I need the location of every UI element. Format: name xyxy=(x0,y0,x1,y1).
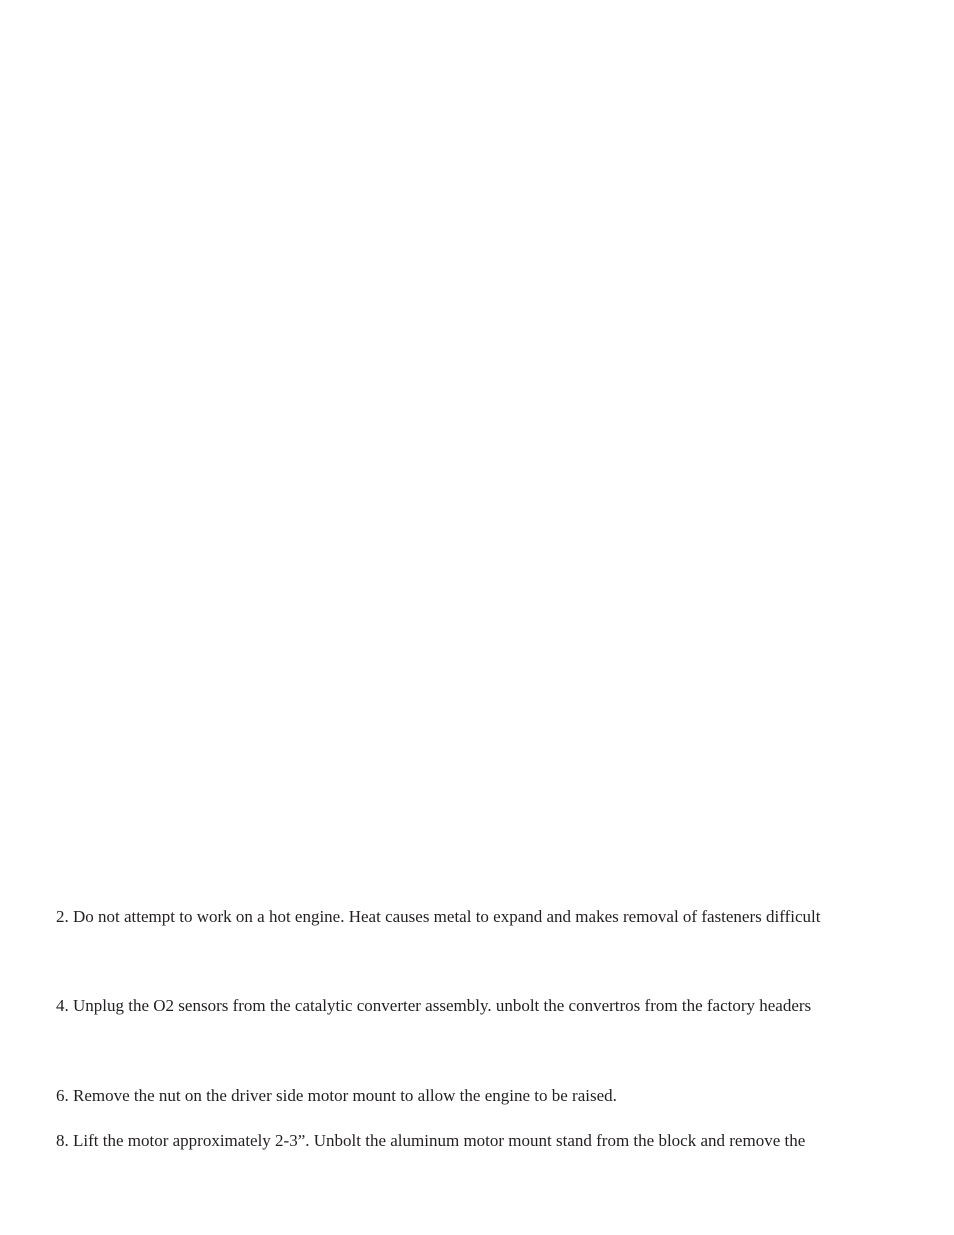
instruction-step-4: 4. Unplug the O2 sensors from the catalytic converter assembly. unbolt the convertros from the factory headers xyxy=(56,996,812,1015)
instruction-step-8: 8. Lift the motor approximately 2-3”. Unbolt the aluminum motor mount stand from the block and remove the xyxy=(56,1131,806,1150)
instruction-step-6: 6. Remove the nut on the driver side motor mount to allow the engine to be raised. xyxy=(56,1086,617,1105)
instruction-step-2: 2. Do not attempt to work on a hot engine. Heat causes metal to expand and makes removal of fasteners difficult xyxy=(56,907,821,926)
